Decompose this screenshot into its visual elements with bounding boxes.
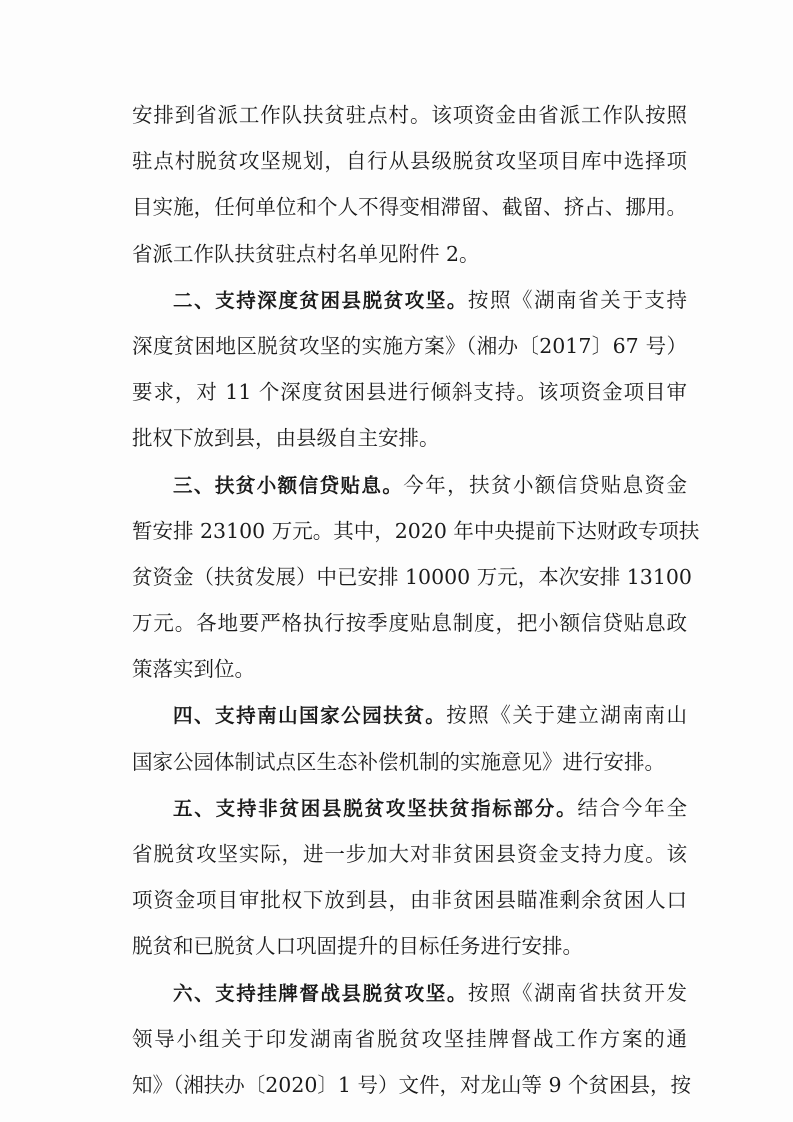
paragraph-line: 省派工作队扶贫驻点村名单见附件 2。: [132, 241, 480, 266]
section-heading: 五、支持非贫困县脱贫攻坚扶贫指标部分。: [173, 796, 578, 820]
paragraph-line: 安排到省派工作队扶贫驻点村。该项资金由省派工作队按照: [132, 103, 687, 127]
paragraph-text: 今年，扶贫小额信贷贴息资金: [403, 472, 687, 497]
paragraph-line: 贫资金（扶贫发展）中已安排 10000 万元，本次安排 13100: [132, 564, 692, 589]
paragraph-line: 策落实到位。: [132, 657, 255, 682]
paragraph-line: 万元。各地要严格执行按季度贴息制度，把小额信贷贴息政: [132, 611, 687, 636]
paragraph-line: 深度贫困地区脱贫攻坚的实施方案》（湘办〔2017〕67 号）: [132, 333, 687, 358]
paragraph-line: 领导小组关于印发湖南省脱贫攻坚挂牌督战工作方案的通: [132, 1026, 687, 1051]
paragraph-first-line: [132, 970, 687, 1016]
paragraph-line: 批权下放到县，由县级自主安排。: [132, 426, 440, 451]
paragraph-line: 暂安排 23100 万元。其中，2020 年中央提前下达财政专项扶: [132, 518, 700, 543]
paragraph-text: 按照《关于建立湖南南山: [446, 703, 687, 728]
paragraph-line: 知》（湘扶办〔2020〕1 号）文件，对龙山等 9 个贫困县，按: [132, 1072, 692, 1097]
paragraph-first-line: [132, 277, 687, 323]
paragraph-line: 省脱贫攻坚实际，进一步加大对非贫困县资金支持力度。该: [132, 842, 687, 866]
paragraph-first-line: [132, 462, 687, 508]
paragraph-line: 目实施，任何单位和个人不得变相滞留、截留、挤占、挪用。: [132, 195, 687, 220]
paragraph-text: 结合今年全: [577, 795, 687, 820]
paragraph-line: 国家公园体制试点区生态补偿机制的实施意见》进行安排。: [132, 749, 665, 774]
paragraph-text: 按照《湖南省关于支持: [467, 287, 687, 312]
paragraph-line: 项资金项目审批权下放到县，由非贫困县瞄准剩余贫困人口: [132, 888, 687, 913]
paragraph-line: 驻点村脱贫攻坚规划，自行从县级脱贫攻坚项目库中选择项: [132, 149, 687, 174]
section-heading: 六、支持挂牌督战县脱贫攻坚。: [173, 981, 468, 1005]
section-heading: 二、支持深度贫困县脱贫攻坚。: [173, 288, 468, 312]
document-body: [132, 92, 700, 1108]
section-heading: 四、支持南山国家公园扶贫。: [173, 704, 447, 728]
paragraph-text: 按照《湖南省扶贫开发: [467, 980, 687, 1005]
section-heading: 三、扶贫小额信贷贴息。: [173, 473, 404, 497]
paragraph-first-line: [132, 692, 687, 738]
paragraph-line: 要求，对 11 个深度贫困县进行倾斜支持。该项资金项目审: [132, 380, 687, 405]
paragraph-first-line: [132, 785, 687, 831]
paragraph-line: 脱贫和已脱贫人口巩固提升的目标任务进行安排。: [132, 934, 583, 959]
